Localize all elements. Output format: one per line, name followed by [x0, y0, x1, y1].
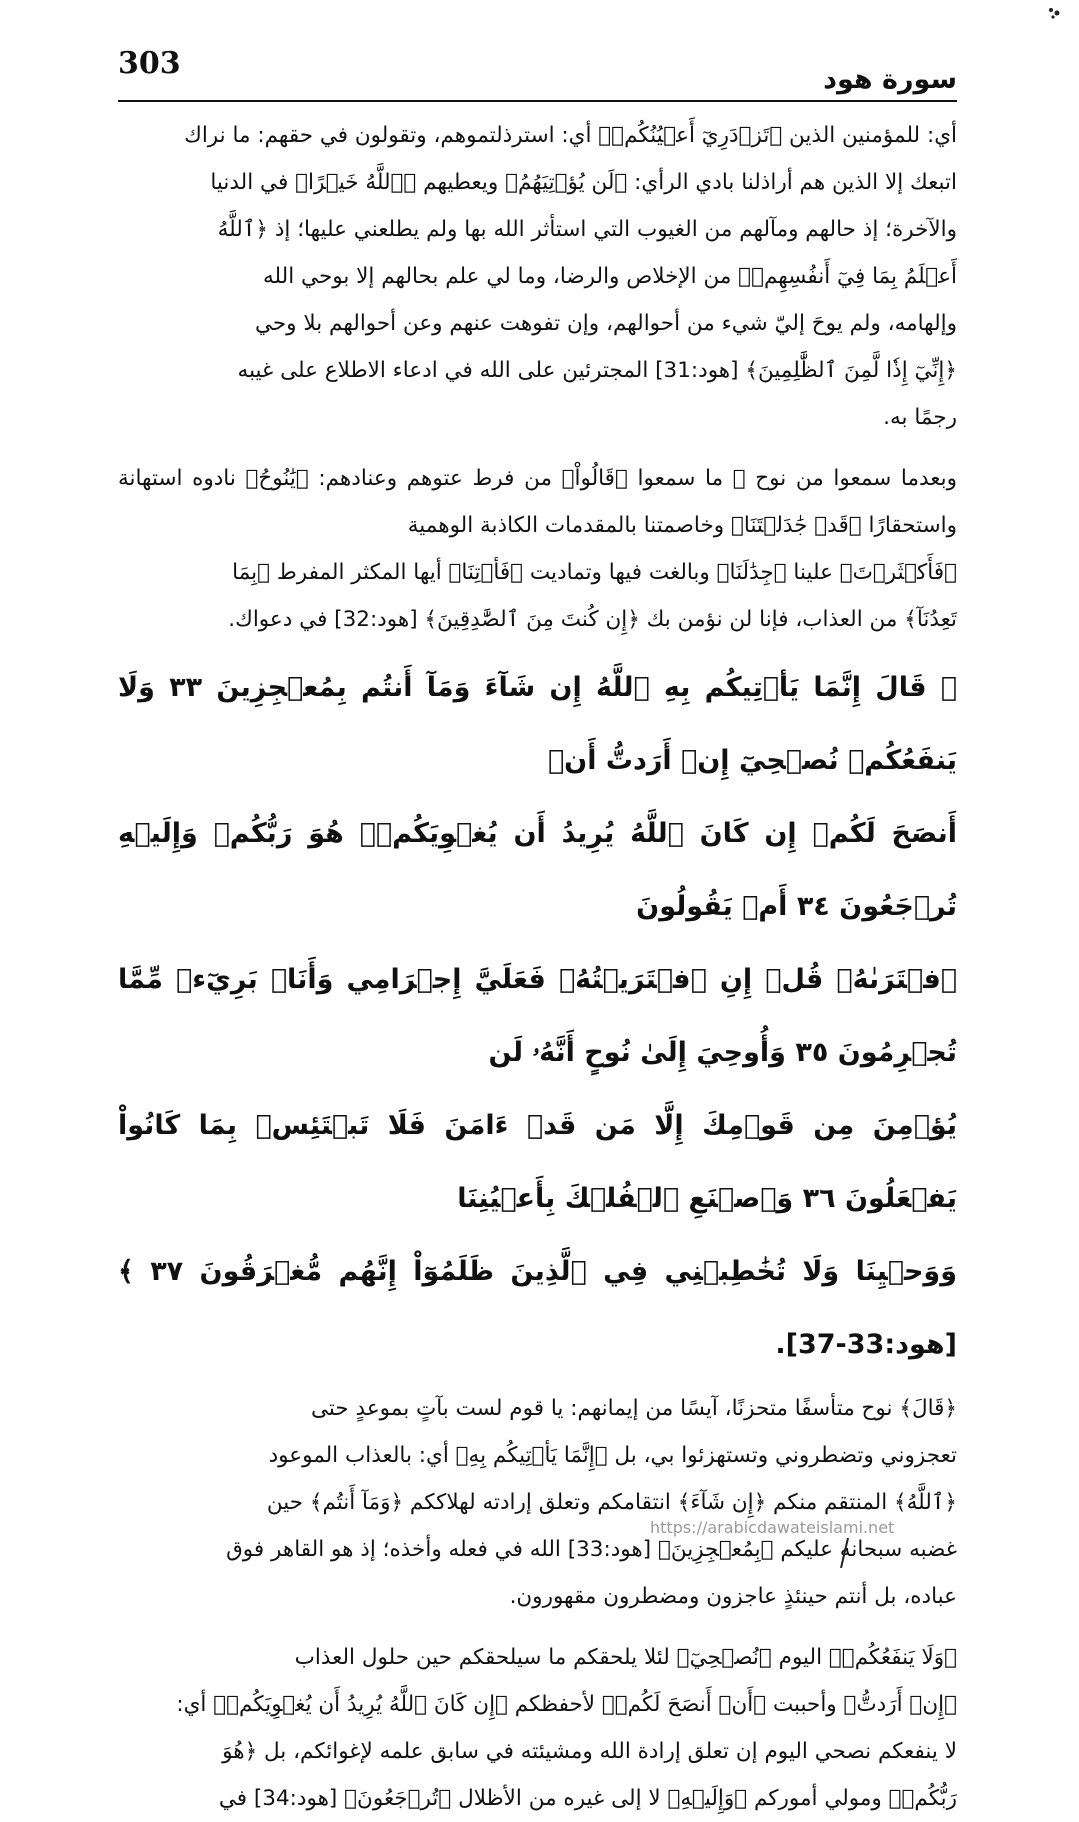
commentary-paragraph: ﴿قَالَ﴾ نوح متأسفًا متحزنًا، آيسًا من إيمانهم: يا قوم لست بآتٍ بموعدٍ حتى تعجزوني وتضطروني وتستهزئوا بي، بل ﴿إِنَّمَا يَأۡتِيكُم بِهِ﴾ أي: بالعذاب الموعود ﴿ٱللَّهُ﴾ المنتقم منكم ﴿إِن شَآءَ﴾ انتقامكم وتعلق إرادته لهلاككم ﴿وَمَآ أَنتُم﴾ حين غضبه سبحانه عليكم ﴿بِمُعۡجِزِينَ﴾ [هود:33] الله في فعله وأخذه؛ إذ هو القاهر فوق عباده، بل أنتم حينئذٍ عاجزون ومضطرون مقهورون. [226, 1396, 957, 1609]
scan-speck-icon [1047, 6, 1063, 20]
paragraph-gap [118, 1620, 957, 1634]
page-number: 303 [118, 46, 181, 81]
site-watermark: https://arabicdawateislami.net [650, 1518, 895, 1537]
page-content [118, 112, 957, 1822]
quran-verses-block: ﴿ قَالَ إِنَّمَا يَأۡتِيكُم بِهِ ٱللَّهُ إِن شَآءَ وَمَآ أَنتُم بِمُعۡجِزِينَ ٣٣ وَلَا يَنفَعُكُمۡ نُصۡحِيٓ إِنۡ أَرَدتُّ أَنۡ أَنصَحَ لَكُمۡ إِن كَانَ ٱللَّهُ يُرِيدُ أَن يُغۡوِيَكُمۡۚ هُوَ رَبُّكُمۡ وَإِلَيۡهِ تُرۡجَعُونَ ٣٤ أَمۡ يَقُولُونَ ٱفۡتَرَىٰهُۖ قُلۡ إِنِ ٱفۡتَرَيۡتُهُۥ فَعَلَيَّ إِجۡرَامِي وَأَنَا۠ بَرِيٓءٞ مِّمَّا تُجۡرِمُونَ ٣٥ وَأُوحِيَ إِلَىٰ نُوحٍ أَنَّهُۥ لَن يُؤۡمِنَ مِن قَوۡمِكَ إِلَّا مَن قَدۡ ءَامَنَ فَلَا تَبۡتَئِسۡ بِمَا كَانُواْ يَفۡعَلُونَ ٣٦ وَٱصۡنَعِ ٱلۡفُلۡكَ بِأَعۡيُنِنَا وَوَحۡيِنَا وَلَا تُخَٰطِبۡنِي فِي ٱلَّذِينَ ظَلَمُوٓاْ إِنَّهُم مُّغۡرَقُونَ ٣٧ ﴾ [هود:33-37]. [118, 672, 957, 1360]
surah-title: سورة هود [823, 64, 957, 95]
commentary-paragraph: وبعدما سمعوا من نوح ﷺ ما سمعوا ﴿قَالُواْ﴾ من فرط عتوهم وعنادهم: ﴿يَٰنُوحُ﴾ نادوه استهانة واستحقارًا ﴿قَدۡ جَٰدَلۡتَنَا﴾ وخاصمتنا بالمقدمات الكاذبة الوهمية ﴿فَأَكۡثَرۡتَ﴾ علينا ﴿جِدَٰلَنَا﴾ وبالغت فيها وتماديت ﴿فَأۡتِنَا﴾ أيها المكثر المفرط ﴿بِمَا تَعِدُنَآ﴾ من العذاب، فإنا لن نؤمن بك ﴿إِن كُنتَ مِنَ ٱلصَّٰدِقِينَ﴾ [هود:32] في دعواك. [118, 466, 957, 632]
scan-stroke-icon [838, 1538, 852, 1568]
commentary-paragraph: أي: للمؤمنين الذين ﴿تَزۡدَرِيٓ أَعۡيُنُكُمۡ﴾ أي: استرذلتموهم، وتقولون في حقهم: ما نراك اتبعك إلا الذين هم أراذلنا بادي الرأي: ﴿لَن يُؤۡتِيَهُمُ﴾ ويعطيهم ﴿ٱللَّهُ خَيۡرًا﴾ في الدنيا والآخرة؛ إذ حالهم ومآلهم من الغيوب التي استأثر الله بها ولم يطلعني عليها؛ إذ ﴿ٱللَّهُ أَعۡلَمُ بِمَا فِيٓ أَنفُسِهِمۡ﴾ من الإخلاص والرضا، وما لي علم بحالهم إلا بوحي الله وإلهامه، ولم يوحَ إليّ شيء من أحوالهم، وإن تفوهت عنهم وعن أحوالهم بلا وحي ﴿إِنِّيٓ إِذٗا لَّمِنَ ٱلظَّٰلِمِينَ﴾ [هود:31] المجترئين على الله في ادعاء الاطلاع على غيبه رجمًا به. [184, 123, 957, 430]
commentary-paragraph: ﴿وَلَا يَنفَعُكُمۡ﴾ اليوم ﴿نُصۡحِيٓ﴾ لئلا يلحقكم ما سيلحقكم حين حلول العذاب ﴿إِنۡ أَرَدتُّ﴾ وأحببت ﴿أَنۡ أَنصَحَ لَكُمۡ﴾ لأحفظكم ﴿إِن كَانَ ٱللَّهُ يُرِيدُ أَن يُغۡوِيَكُمۡ﴾ أي: لا ينفعكم نصحي اليوم إن تعلق إرادة الله ومشيئته في سابق علمه لإغوائكم، بل ﴿هُوَ رَبُّكُمۡ﴾ ومولي أموركم ﴿وَإِلَيۡهِ﴾ لا إلى غيره من الأظلال ﴿تُرۡجَعُونَ﴾ [هود:34] في [176, 1645, 957, 1811]
page-header [118, 38, 957, 102]
paragraph-gap [118, 441, 957, 455]
